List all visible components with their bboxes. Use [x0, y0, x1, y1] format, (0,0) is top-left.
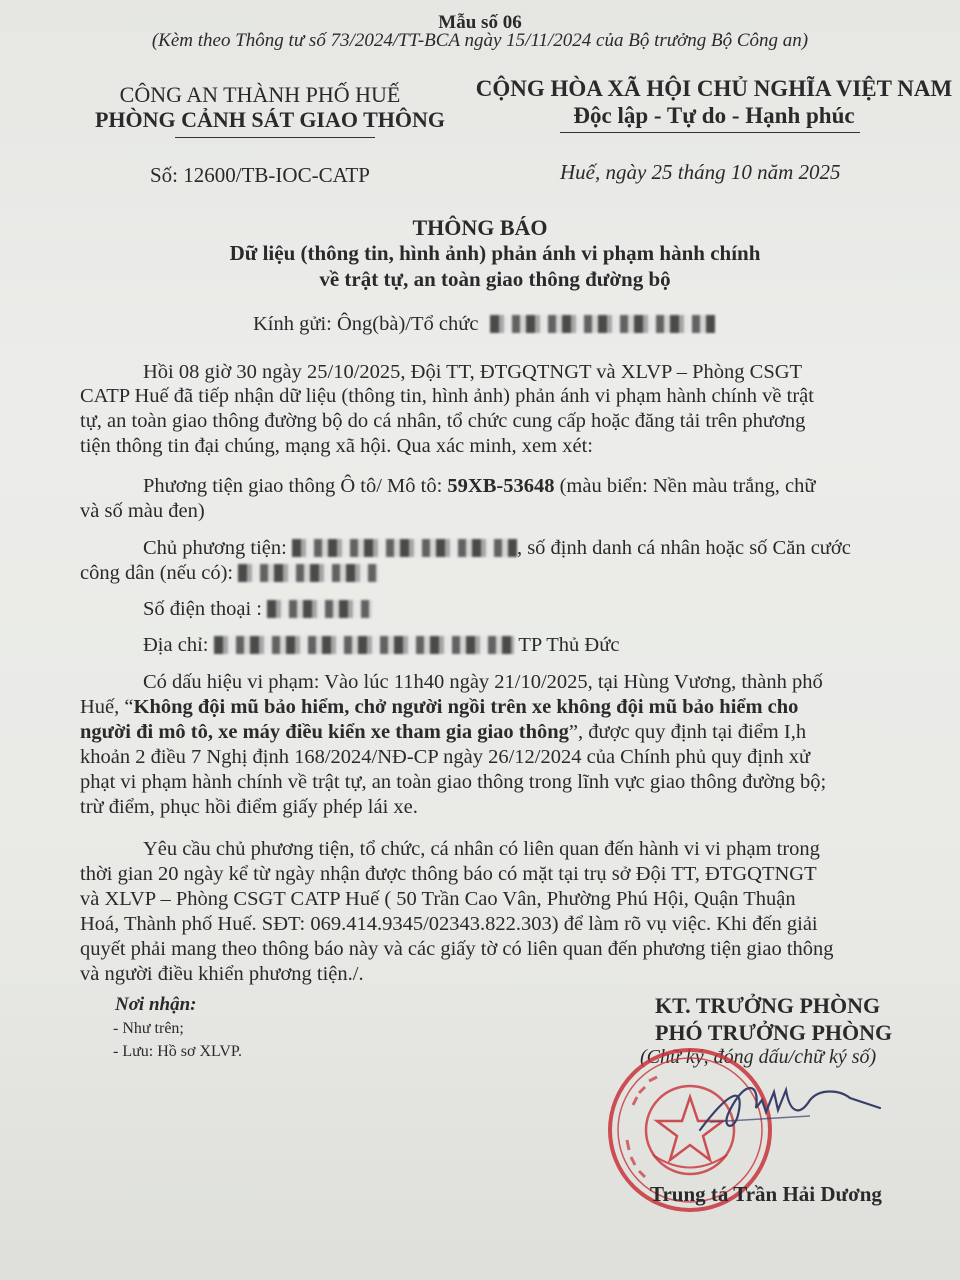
handwritten-signature-icon	[690, 1070, 890, 1150]
nation-title: CỘNG HÒA XÃ HỘI CHỦ NGHĨA VIỆT NAM	[475, 76, 953, 101]
recipient-line	[253, 313, 715, 336]
request-line-6: và người điều khiển phương tiện./.	[80, 963, 364, 985]
address-city: TP Thủ Đức	[513, 634, 620, 656]
redacted-citizen-id	[238, 564, 378, 582]
violation-regulation: ”, được quy định tại điểm I,h	[568, 721, 807, 743]
request-line-3: và XLVP – Phòng CSGT CATP Huế ( 50 Trần Cao Vân, Phường Phú Hội, Quận Thuận	[80, 888, 796, 910]
owner-line	[143, 537, 851, 560]
intro-line-3: tự, an toàn giao thông đường bộ do cá nhân, tổ chức cung cấp hoặc đăng tải trên phương	[80, 410, 806, 432]
form-number: Mẫu số 06	[438, 12, 522, 33]
redacted-owner	[292, 539, 517, 557]
intro-line-2: CATP Huế đã tiếp nhận dữ liệu (thông tin, hình ảnh) phản ánh vi phạm hành chính về trật	[80, 385, 814, 407]
recipients-item: - Lưu: Hồ sơ XLVP.	[113, 1043, 242, 1060]
violation-place: Huế, “	[80, 696, 134, 718]
license-plate: 59XB-53648	[447, 475, 555, 497]
notice-subtitle-1: Dữ liệu (thông tin, hình ảnh) phản ánh vi phạm hành chính	[229, 241, 761, 265]
violation-description-2: người đi mô tô, xe máy điều kiển xe tham gia giao thông	[80, 721, 569, 743]
redacted-recipient	[490, 315, 715, 333]
signer-title-2: PHÓ TRƯỞNG PHÒNG	[655, 1020, 893, 1045]
signer-title-1: KT. TRƯỞNG PHÒNG	[655, 993, 881, 1018]
request-line-4: Hoá, Thành phố Huế. SĐT: 069.414.9345/02343.822.303) để làm rõ vụ việc. Khi đến giải	[80, 913, 818, 935]
plate-color: (màu biển: Nền màu trắng, chữ	[554, 475, 816, 497]
owner-label: Chủ phương tiện:	[143, 537, 292, 559]
circular-reference: (Kèm theo Thông tư số 73/2024/TT-BCA ngày 15/11/2024 của Bộ trưởng Bộ Công an)	[151, 30, 809, 51]
violation-line-3	[80, 721, 806, 744]
phone-label: Số điện thoại :	[143, 598, 268, 620]
intro-line-4: tiện thông tin đại chúng, mạng xã hội. Qua xác minh, xem xét:	[80, 435, 593, 457]
owner-line-2	[80, 562, 378, 585]
agency-name: PHÒNG CẢNH SÁT GIAO THÔNG	[94, 107, 445, 132]
violation-line-2	[80, 696, 798, 719]
request-line-5: quyết phải mang theo thông báo này và các giấy tờ có liên quan đến phương tiện giao thông	[80, 938, 834, 960]
agency-underline	[175, 137, 375, 138]
signer-name: Trung tá Trần Hải Dương	[650, 1182, 882, 1206]
violation-line-5: phạt vi phạm hành chính về trật tự, an toàn giao thông trong lĩnh vực giao thông đường bộ;	[80, 771, 827, 793]
request-line-1: Yêu cầu chủ phương tiện, tổ chức, cá nhân có liên quan đến hành vi vi phạm trong	[143, 838, 820, 860]
violation-line-6: trừ điểm, phục hồi điểm giấy phép lái xe.	[80, 796, 418, 818]
phone-line	[143, 598, 372, 621]
citizen-id-label: công dân (nếu có):	[80, 562, 239, 584]
national-motto: Độc lập - Tự do - Hạnh phúc	[573, 103, 855, 128]
violation-line-4: khoản 2 điều 7 Nghị định 168/2024/NĐ-CP ngày 26/12/2024 của Chính phủ quy định xử	[80, 746, 811, 768]
vehicle-line-2: và số màu đen)	[80, 500, 205, 522]
redacted-phone	[267, 600, 372, 618]
recipients-heading: Nơi nhận:	[115, 994, 197, 1015]
vehicle-line	[143, 475, 815, 498]
intro-line-1: Hồi 08 giờ 30 ngày 25/10/2025, Đội TT, ĐTGQTNGT và XLVP – Phòng CSGT	[143, 361, 803, 383]
address-label: Địa chỉ:	[143, 634, 214, 656]
agency-parent: CÔNG AN THÀNH PHỐ HUẾ	[119, 82, 401, 107]
violation-line-1: Có dấu hiệu vi phạm: Vào lúc 11h40 ngày 21/10/2025, tại Hùng Vương, thành phố	[143, 671, 823, 693]
document-number: Số: 12600/TB-IOC-CATP	[150, 163, 370, 187]
request-line-2: thời gian 20 ngày kể từ ngày nhận được thông báo có mặt tại trụ sở Đội TT, ĐTGQTNGT	[80, 863, 817, 885]
notice-subtitle-2: về trật tự, an toàn giao thông đường bộ	[319, 267, 671, 291]
owner-id-label: , số định danh cá nhân hoặc số Căn cước	[516, 537, 851, 559]
signature-note: (Chữ ký, đóng dấu/chữ ký số)	[640, 1046, 877, 1068]
violation-description-1: Không đội mũ bảo hiểm, chở người ngồi trên xe không đội mũ bảo hiểm cho	[133, 696, 799, 718]
address-line	[143, 634, 619, 657]
document-date: Huế, ngày 25 tháng 10 năm 2025	[560, 160, 841, 184]
recipient-label: Kính gửi: Ông(bà)/Tổ chức	[253, 313, 479, 335]
recipients-item: - Như trên;	[113, 1020, 184, 1037]
notice-title: THÔNG BÁO	[412, 215, 548, 240]
vehicle-label: Phương tiện giao thông Ô tô/ Mô tô:	[143, 475, 448, 497]
redacted-address	[214, 636, 514, 654]
motto-underline	[560, 132, 860, 133]
